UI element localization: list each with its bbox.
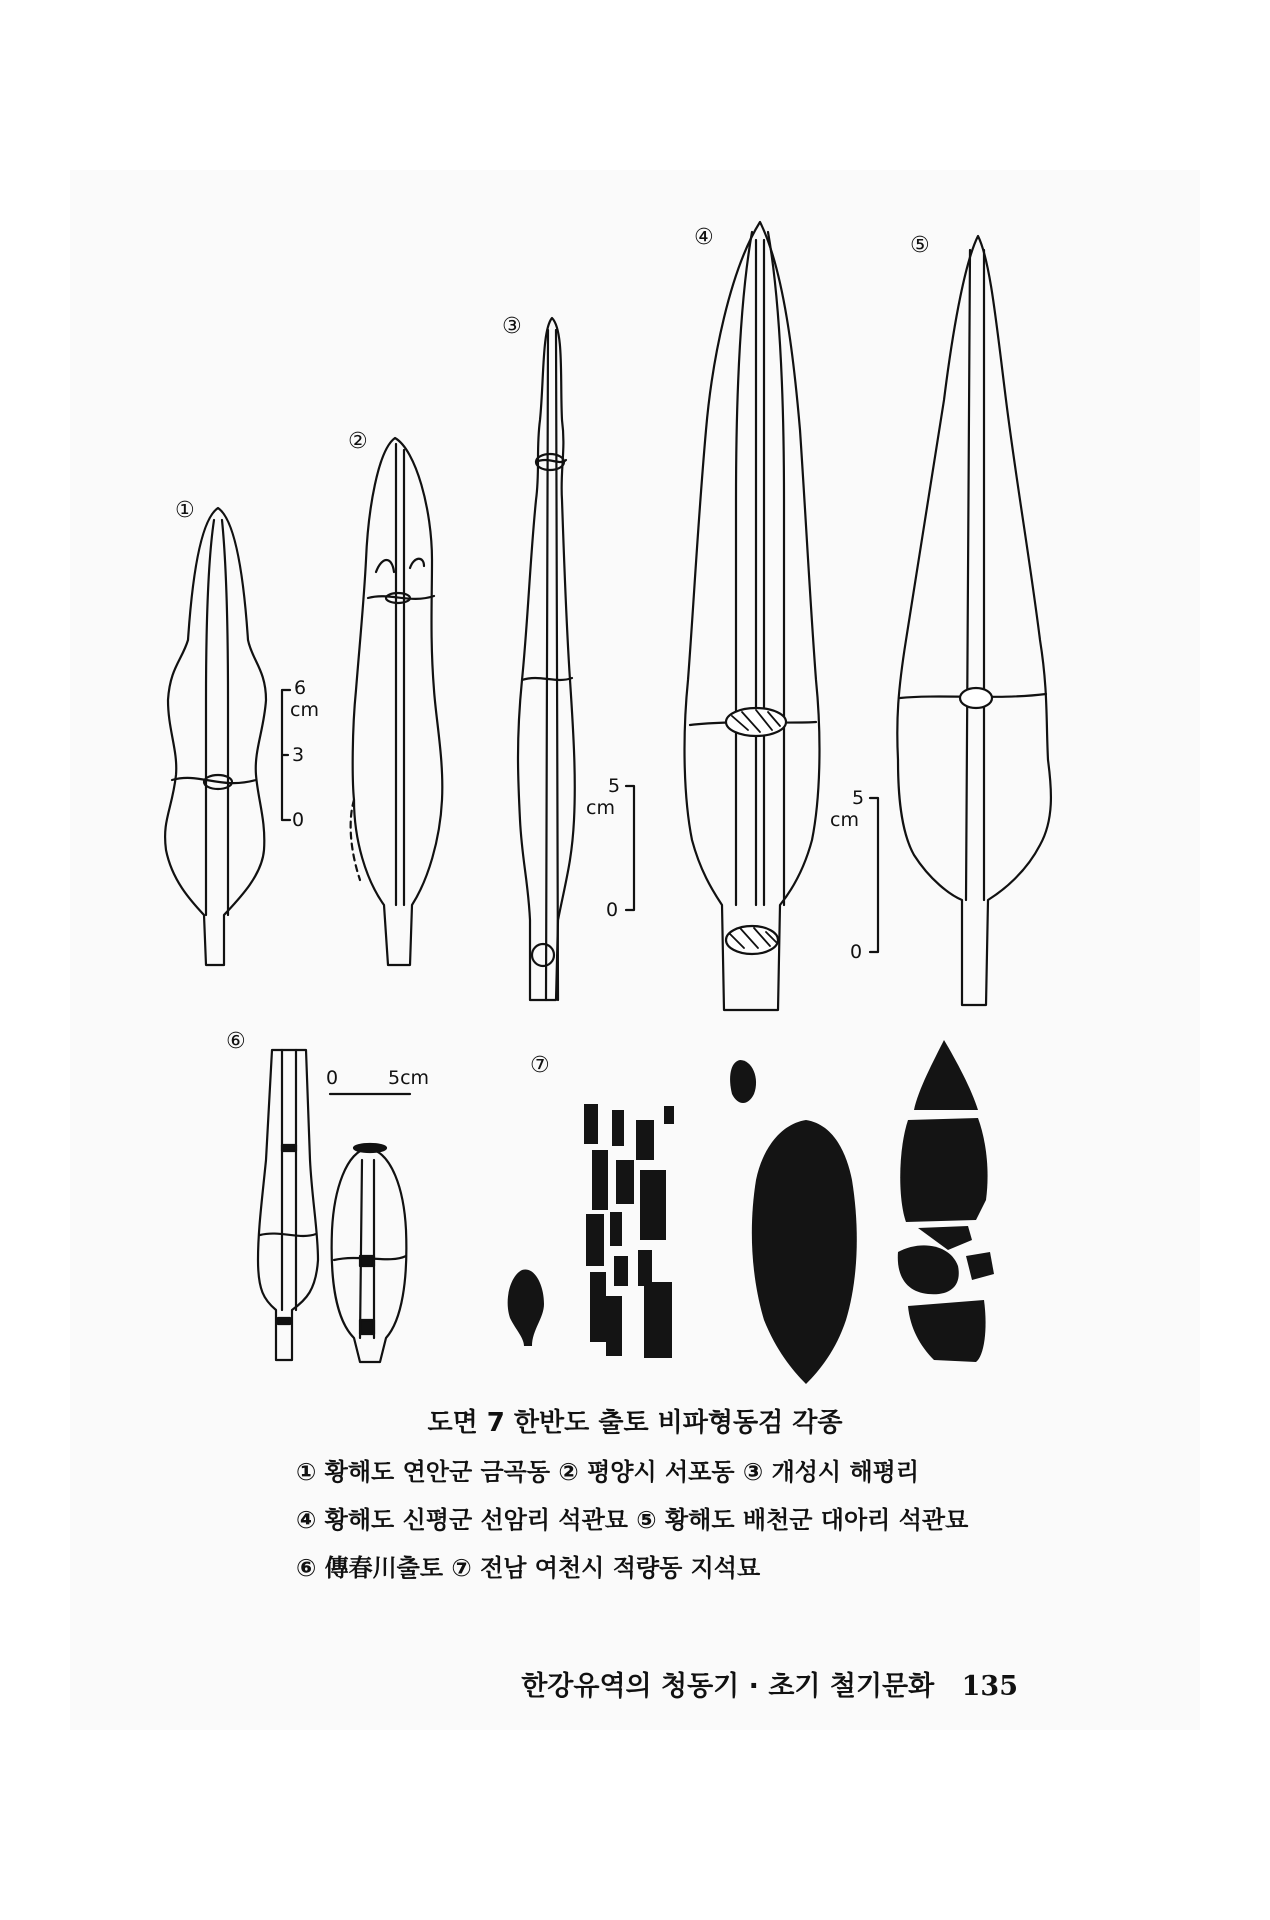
scale-5-top: 5	[852, 787, 865, 809]
dagger-4-drawing	[685, 222, 820, 1010]
dagger-7-rubbings	[508, 1040, 994, 1384]
label-2: ②	[348, 429, 368, 454]
scale-bar-5	[870, 798, 878, 952]
figure-caption-title: 도면 7 한반도 출토 비파형동검 각종	[427, 1408, 843, 1438]
scale-5-zero: 0	[850, 941, 863, 963]
scale-bar-1	[282, 690, 290, 820]
scale-5-unit: cm	[830, 809, 859, 831]
page-number: 135	[961, 1671, 1018, 1702]
label-6: ⑥	[226, 1029, 246, 1054]
dagger-5-drawing	[897, 236, 1051, 1005]
scale-1-zero: 0	[292, 809, 305, 831]
label-1: ①	[175, 498, 195, 523]
scale-3-zero: 0	[606, 899, 619, 921]
caption-line-2: ④ 황해도 신평군 선암리 석관묘 ⑤ 황해도 배천군 대아리 석관묘	[296, 1506, 969, 1534]
scale-1-unit: cm	[290, 699, 319, 721]
running-title: 한강유역의 청동기 · 초기 철기문화	[521, 1671, 935, 1702]
dagger-6-drawing	[258, 1050, 406, 1362]
page-footer	[521, 1664, 1018, 1703]
label-4: ④	[694, 225, 714, 250]
label-5: ⑤	[910, 233, 930, 258]
dagger-3-drawing	[518, 318, 575, 1000]
dagger-2-drawing	[351, 438, 443, 965]
scale-6-zero: 0	[326, 1067, 339, 1089]
label-3: ③	[502, 314, 522, 339]
scale-3-unit: cm	[586, 797, 615, 819]
scale-bar-3	[626, 786, 634, 910]
scale-1-top: 6	[294, 677, 307, 699]
caption-line-1: ① 황해도 연안군 금곡동 ② 평양시 서포동 ③ 개성시 해평리	[296, 1458, 920, 1486]
scale-3-top: 5	[608, 775, 621, 797]
dagger-1-drawing	[165, 508, 266, 965]
scale-6-value: 5cm	[388, 1067, 430, 1089]
caption-line-3: ⑥ 傳春川출토 ⑦ 전남 여천시 적량동 지석묘	[296, 1554, 761, 1582]
scale-1-mid: 3	[292, 744, 305, 766]
label-7: ⑦	[530, 1053, 550, 1078]
